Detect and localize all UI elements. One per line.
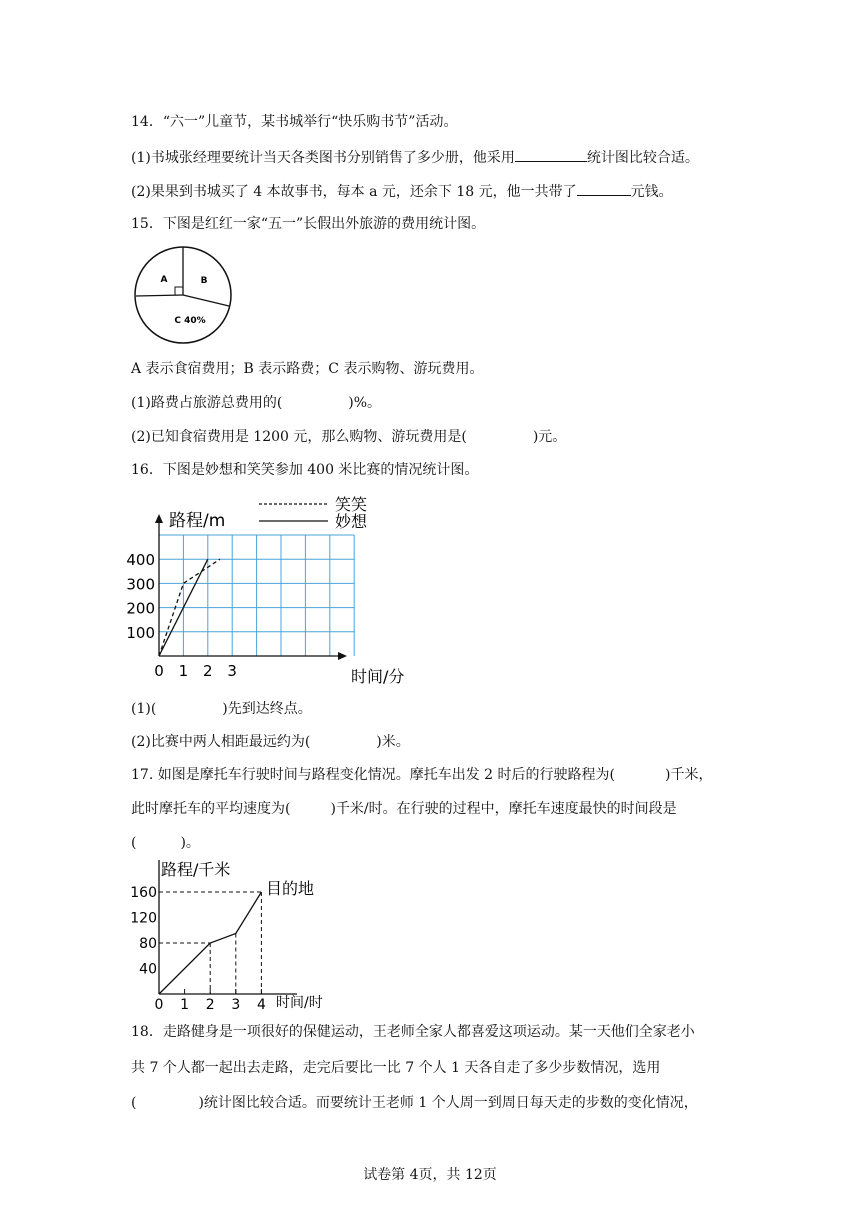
q16-part1 — [131, 700, 312, 718]
q17-line-chart — [125, 856, 355, 1014]
y-tick-label: 120 — [130, 910, 157, 927]
x-tick-label: 0 — [154, 997, 164, 1013]
q16-part2 — [131, 733, 410, 751]
x-tick-label: 3 — [231, 997, 241, 1013]
pie-divider-right — [183, 295, 229, 306]
q16-title: 16．下图是妙想和笑笑参加 400 米比赛的情况统计图。 — [131, 462, 479, 478]
x-axis-label: 时间/时 — [276, 995, 323, 1011]
q17-line3 — [131, 834, 200, 852]
y-tick-label: 80 — [139, 936, 157, 952]
page-footer: 试卷第 4页，共 12页 — [363, 1167, 497, 1183]
q14-part1-after: 统计图比较合适。 — [586, 150, 699, 166]
q14-part2-before: (2)果果到书城买了 4 本故事书，每本 a 元，还余下 18 元，他一共带了 — [131, 184, 577, 200]
q17-line1-after: )千米， — [664, 767, 713, 783]
x-axis-arrow — [338, 652, 347, 660]
pie-right-angle-mark — [175, 287, 183, 295]
q14-part1-before: (1)书城张经理要统计当天各类图书分别销售了多少册，他采用 — [131, 150, 515, 166]
q16-part2-before: (2)比赛中两人相距最远约为( — [131, 734, 311, 750]
q15-part1-after: )%。 — [348, 395, 382, 411]
q16-part1-after: )先到达终点。 — [222, 701, 312, 717]
q15-legend: A 表示食宿费用；B 表示路费；C 表示购物、游玩费用。 — [131, 361, 484, 377]
q15-part1 — [131, 394, 381, 412]
pie-label-a: A — [160, 275, 168, 285]
q16-part2-after: )米。 — [376, 734, 410, 750]
q16-line-chart — [125, 490, 425, 690]
q15-part2-before: (2)已知食宿费用是 1200 元，那么购物、游玩费用是( — [131, 429, 467, 445]
legend-label: 笑笑 — [335, 495, 368, 514]
q14-part1 — [131, 147, 699, 167]
q18-line1: 18．走路健身是一项很好的保健运动，王老师全家人都喜爱这项运动。某一天他们全家老小 — [131, 1024, 695, 1040]
q15-title: 15．下图是红红一家“五一”长假出外旅游的费用统计图。 — [131, 216, 486, 232]
x-axis-label: 时间/分 — [351, 667, 405, 686]
y-axis-label: 路程/千米 — [161, 860, 231, 879]
q14-part2-after: 元钱。 — [630, 184, 673, 200]
y-tick-label: 160 — [130, 885, 157, 901]
legend-label: 妙想 — [335, 512, 368, 531]
x-tick-label: 2 — [205, 997, 215, 1013]
q18-line3-before: ( — [131, 1095, 137, 1111]
y-tick-label: 100 — [126, 623, 155, 642]
q16-part1-before: (1)( — [131, 701, 157, 717]
q17-line1 — [131, 766, 712, 784]
q14-title: 14．“六一”儿童节，某书城举行“快乐购书节”活动。 — [131, 114, 458, 130]
q15-part1-before: (1)路费占旅游总费用的( — [131, 395, 283, 411]
y-tick-label: 300 — [126, 575, 155, 594]
y-axis-arrow — [155, 514, 163, 523]
y-tick-label: 400 — [126, 551, 155, 570]
q14-part2-blank[interactable] — [577, 181, 631, 196]
y-tick-label: 40 — [139, 961, 157, 978]
q18-line3 — [131, 1094, 698, 1112]
q15-part2-after: )元。 — [532, 429, 567, 445]
pie-label-b: B — [200, 276, 208, 286]
x-tick-label: 0 — [154, 662, 164, 680]
x-tick-label: 1 — [180, 997, 190, 1013]
destination-label: 目的地 — [266, 879, 315, 898]
x-tick-label: 2 — [203, 662, 213, 680]
q14-part1-blank[interactable] — [515, 147, 587, 162]
q17-line2-after: )千米/时。在行驶的过程中，摩托车速度最快的时间段是 — [330, 801, 677, 817]
pie-label-c: C 40% — [174, 316, 206, 326]
x-tick-label: 1 — [178, 662, 189, 680]
q14-part2 — [131, 181, 673, 201]
q18-line3-after: )统计图比较合适。而要统计王老师 1 个人周一到周日每天走的步数的变化情况， — [198, 1095, 698, 1111]
y-axis-label: 路程/m — [169, 511, 226, 531]
y-tick-label: 200 — [126, 599, 155, 618]
q17-line1-text: 17. 如图是摩托车行驶时间与路程变化情况。摩托车出发 2 时后的行驶路程为( — [131, 767, 615, 783]
q18-line2: 共 7 个人都一起出去走路，走完后要比一比 7 个人 1 天各自走了多少步数情况，选用 — [131, 1060, 661, 1076]
q17-line2-before: 此时摩托车的平均速度为( — [131, 801, 291, 817]
q15-part2 — [131, 428, 566, 446]
x-tick-label: 3 — [227, 662, 237, 680]
q15-pie-chart — [130, 243, 240, 349]
q17-line3-after: )。 — [180, 835, 200, 851]
q17-line3-before: ( — [131, 835, 137, 851]
q17-line2 — [131, 800, 677, 818]
x-tick-label: 4 — [256, 997, 266, 1013]
